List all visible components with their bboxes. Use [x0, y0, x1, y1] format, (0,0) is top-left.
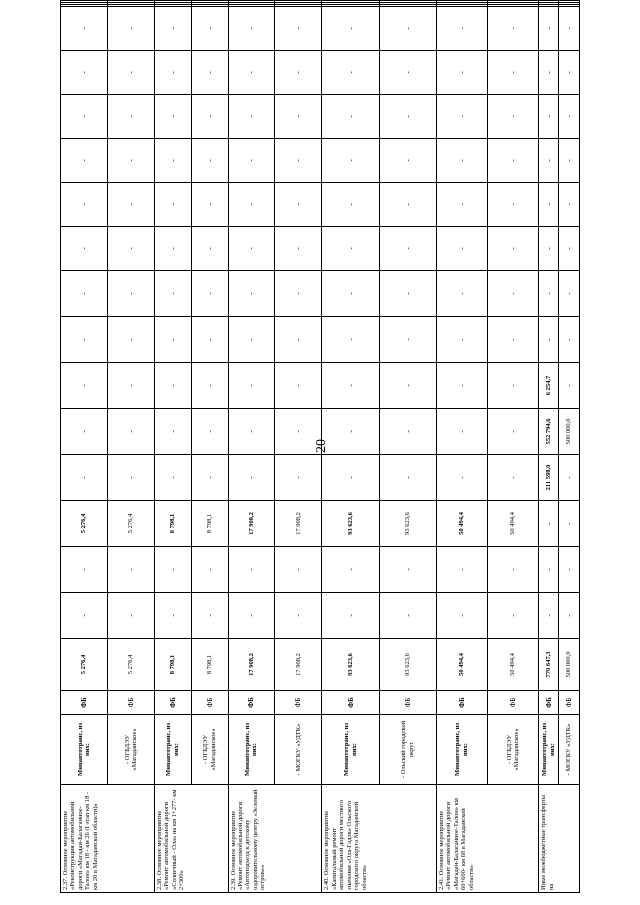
value-cell: -: [379, 95, 436, 139]
value-cell: -: [275, 363, 322, 409]
table-row: [154, 1, 191, 893]
value-cell: [107, 3, 154, 5]
value-cell: -: [487, 593, 538, 639]
value-cell: -: [61, 183, 108, 227]
value-cell: -: [322, 51, 379, 95]
value-cell: -: [322, 409, 379, 455]
value-cell: [228, 5, 275, 7]
value-cell: -: [191, 183, 228, 227]
value-cell: -: [61, 139, 108, 183]
value-cell: [228, 1, 275, 3]
funding-source-cell: ФБ: [559, 691, 580, 715]
value-cell: 93 623,6: [322, 639, 379, 691]
value-cell: -: [436, 271, 487, 317]
table-row: [539, 1, 559, 893]
table-body: [61, 1, 580, 893]
value-cell: -: [322, 593, 379, 639]
table-row: [107, 1, 154, 893]
value-cell: 17 908,2: [275, 639, 322, 691]
value-cell: -: [487, 271, 538, 317]
budget-table: [60, 0, 580, 893]
value-cell: 50 494,4: [487, 501, 538, 547]
value-cell: -: [154, 227, 191, 271]
value-cell: -: [154, 455, 191, 501]
value-cell: [228, 3, 275, 5]
value-cell: 5 276,4: [61, 639, 108, 691]
value-cell: -: [61, 51, 108, 95]
executor-cell: Минавтотранс, из них:: [436, 715, 487, 785]
value-cell: -: [191, 95, 228, 139]
value-cell: -: [379, 7, 436, 51]
value-cell: -: [436, 183, 487, 227]
value-cell: -: [275, 271, 322, 317]
value-cell: [191, 5, 228, 7]
value-cell: 93 623,6: [322, 501, 379, 547]
value-cell: -: [191, 271, 228, 317]
value-cell: -: [228, 455, 275, 501]
value-cell: -: [275, 51, 322, 95]
value-cell: [436, 5, 487, 7]
value-cell: -: [107, 547, 154, 593]
value-cell: -: [322, 139, 379, 183]
value-cell: [436, 1, 487, 3]
value-cell: -: [436, 51, 487, 95]
value-cell: -: [228, 547, 275, 593]
value-cell: [61, 5, 108, 7]
value-cell: -: [436, 139, 487, 183]
value-cell: 93 623,6: [379, 639, 436, 691]
value-cell: -: [154, 139, 191, 183]
value-cell: -: [275, 547, 322, 593]
value-cell: -: [379, 139, 436, 183]
value-cell: -: [61, 271, 108, 317]
value-cell: -: [379, 227, 436, 271]
value-cell: [322, 1, 379, 3]
value-cell: -: [559, 363, 580, 409]
value-cell: -: [559, 51, 580, 95]
value-cell: -: [322, 227, 379, 271]
value-cell: -: [191, 51, 228, 95]
value-cell: -: [539, 227, 559, 271]
value-cell: -: [275, 95, 322, 139]
value-cell: -: [191, 227, 228, 271]
value-cell: [107, 1, 154, 3]
value-cell: -: [228, 271, 275, 317]
value-cell: -: [228, 95, 275, 139]
value-cell: -: [436, 593, 487, 639]
value-cell: -: [539, 183, 559, 227]
activity-name-cell: 2.37. Основное мероприятие «Реконструкция автомобильной дороги «Магадан-Балаганное-Талон» км 18 - км 26 (I этап км 18 - км 20 в Магаданской области)»: [61, 785, 155, 893]
value-cell: -: [107, 271, 154, 317]
value-cell: -: [154, 183, 191, 227]
value-cell: -: [322, 7, 379, 51]
value-cell: -: [107, 363, 154, 409]
table-row: [275, 1, 322, 893]
value-cell: -: [487, 363, 538, 409]
value-cell: [322, 3, 379, 5]
value-cell: -: [154, 51, 191, 95]
value-cell: -: [539, 271, 559, 317]
executor-cell: Минавтотранс, из них:: [322, 715, 379, 785]
value-cell: -: [559, 139, 580, 183]
value-cell: -: [191, 363, 228, 409]
value-cell: -: [322, 547, 379, 593]
value-cell: [154, 1, 191, 3]
funding-source-cell: ФБ: [191, 691, 228, 715]
executor-cell: - ОГБДЭУ «Магаданское»: [107, 715, 154, 785]
table-row: [191, 1, 228, 893]
funding-source-cell: ФБ: [379, 691, 436, 715]
value-cell: -: [107, 139, 154, 183]
value-cell: -: [107, 455, 154, 501]
funding-source-cell: ФБ: [275, 691, 322, 715]
funding-source-cell: ФБ: [228, 691, 275, 715]
value-cell: -: [436, 227, 487, 271]
value-cell: -: [379, 547, 436, 593]
value-cell: -: [436, 7, 487, 51]
value-cell: [154, 5, 191, 7]
rotated-table-container: [60, 5, 580, 893]
value-cell: -: [559, 7, 580, 51]
value-cell: 5 276,4: [107, 639, 154, 691]
value-cell: -: [539, 7, 559, 51]
value-cell: [559, 3, 580, 5]
value-cell: 770 647,3: [539, 639, 559, 691]
activity-name-cell: 2.40. Основное мероприятие «Капитальный ремонт автомобильной дороги местного значения «Ола-Гадля» Ольского городского округа Магаданской области»: [322, 785, 436, 893]
funding-source-cell: ФБ: [539, 691, 559, 715]
value-cell: -: [228, 317, 275, 363]
table-row: [559, 1, 580, 893]
value-cell: [487, 3, 538, 5]
value-cell: [107, 5, 154, 7]
value-cell: 17 908,2: [275, 501, 322, 547]
value-cell: -: [191, 455, 228, 501]
value-cell: [379, 5, 436, 7]
value-cell: -: [107, 593, 154, 639]
value-cell: [61, 3, 108, 5]
value-cell: -: [228, 139, 275, 183]
value-cell: -: [61, 7, 108, 51]
value-cell: -: [539, 51, 559, 95]
value-cell: 8 798,1: [191, 639, 228, 691]
value-cell: -: [275, 183, 322, 227]
value-cell: -: [61, 455, 108, 501]
value-cell: -: [154, 95, 191, 139]
table-row: [61, 1, 108, 893]
value-cell: -: [61, 409, 108, 455]
value-cell: -: [379, 183, 436, 227]
value-cell: 552 794,6: [539, 409, 559, 455]
value-cell: -: [61, 363, 108, 409]
value-cell: -: [559, 95, 580, 139]
value-cell: [154, 3, 191, 5]
value-cell: -: [559, 317, 580, 363]
value-cell: -: [559, 227, 580, 271]
value-cell: -: [275, 227, 322, 271]
value-cell: -: [487, 455, 538, 501]
activity-name-cell: 2.41. Основное мероприятие «Ремонт автомобильной дороги «Магадан-Балаганное-Талон» км 60+600- км 68 в Магаданской области»: [436, 785, 538, 893]
value-cell: -: [191, 547, 228, 593]
value-cell: -: [228, 409, 275, 455]
executor-cell: - Ольский городской округ: [379, 715, 436, 785]
value-cell: 50 494,4: [436, 639, 487, 691]
value-cell: -: [487, 7, 538, 51]
value-cell: -: [61, 547, 108, 593]
value-cell: -: [559, 183, 580, 227]
table-row: [228, 1, 275, 893]
value-cell: -: [539, 95, 559, 139]
funding-source-cell: ФБ: [107, 691, 154, 715]
value-cell: -: [379, 51, 436, 95]
value-cell: -: [436, 409, 487, 455]
value-cell: -: [539, 317, 559, 363]
value-cell: -: [228, 363, 275, 409]
value-cell: -: [61, 95, 108, 139]
funding-source-cell: ФБ: [487, 691, 538, 715]
value-cell: -: [228, 593, 275, 639]
value-cell: -: [487, 227, 538, 271]
value-cell: -: [154, 409, 191, 455]
value-cell: -: [539, 593, 559, 639]
funding-source-cell: ФБ: [61, 691, 108, 715]
value-cell: -: [559, 271, 580, 317]
value-cell: -: [61, 227, 108, 271]
value-cell: -: [559, 501, 580, 547]
value-cell: -: [487, 317, 538, 363]
value-cell: 17 908,2: [228, 501, 275, 547]
value-cell: -: [107, 51, 154, 95]
value-cell: -: [379, 593, 436, 639]
value-cell: -: [379, 317, 436, 363]
value-cell: -: [154, 363, 191, 409]
executor-cell: - ОГБДЭУ «Магаданское»: [191, 715, 228, 785]
value-cell: 8 798,1: [154, 639, 191, 691]
value-cell: -: [322, 317, 379, 363]
value-cell: 50 494,4: [487, 639, 538, 691]
page-number-text: 20: [314, 439, 329, 453]
value-cell: -: [322, 455, 379, 501]
table-row: [379, 1, 436, 893]
value-cell: -: [154, 271, 191, 317]
value-cell: -: [191, 317, 228, 363]
value-cell: -: [487, 95, 538, 139]
value-cell: -: [322, 271, 379, 317]
value-cell: [275, 3, 322, 5]
value-cell: [559, 5, 580, 7]
value-cell: -: [275, 7, 322, 51]
value-cell: -: [154, 593, 191, 639]
value-cell: -: [436, 95, 487, 139]
executor-cell: Минавтотранс, из них:: [154, 715, 191, 785]
value-cell: -: [559, 547, 580, 593]
value-cell: -: [379, 455, 436, 501]
value-cell: -: [107, 317, 154, 363]
value-cell: 500 000,0: [559, 409, 580, 455]
table-row: [322, 1, 379, 893]
value-cell: -: [275, 317, 322, 363]
value-cell: 5 276,4: [107, 501, 154, 547]
value-cell: -: [436, 547, 487, 593]
value-cell: [487, 5, 538, 7]
value-cell: [559, 1, 580, 3]
table-row: [487, 1, 538, 893]
value-cell: -: [191, 7, 228, 51]
value-cell: -: [275, 455, 322, 501]
value-cell: -: [487, 51, 538, 95]
value-cell: -: [539, 547, 559, 593]
value-cell: [436, 3, 487, 5]
value-cell: -: [191, 593, 228, 639]
funding-source-cell: ФБ: [436, 691, 487, 715]
value-cell: [379, 1, 436, 3]
executor-cell: - МОГКУ «УДТК»: [275, 715, 322, 785]
value-cell: -: [487, 409, 538, 455]
value-cell: 211 598,0: [539, 455, 559, 501]
value-cell: 500 000,0: [559, 639, 580, 691]
value-cell: [275, 5, 322, 7]
value-cell: -: [154, 547, 191, 593]
value-cell: -: [559, 593, 580, 639]
activity-name-cell: 2.38. Основное мероприятие «Ремонт автомобильной дороги «Солнечный - Ола» на км 1+277- км 2+300»: [154, 785, 228, 893]
value-cell: -: [107, 95, 154, 139]
value-cell: 8 798,1: [191, 501, 228, 547]
value-cell: -: [322, 183, 379, 227]
value-cell: -: [191, 139, 228, 183]
value-cell: -: [487, 139, 538, 183]
value-cell: 50 494,4: [436, 501, 487, 547]
value-cell: -: [487, 547, 538, 593]
executor-cell: - ОГБДЭУ «Магаданское»: [487, 715, 538, 785]
value-cell: 93 623,6: [379, 501, 436, 547]
value-cell: [539, 1, 559, 3]
executor-cell: Минавтотранс, из них:: [61, 715, 108, 785]
value-cell: -: [559, 455, 580, 501]
value-cell: -: [436, 363, 487, 409]
value-cell: -: [61, 317, 108, 363]
value-cell: -: [154, 317, 191, 363]
value-cell: -: [487, 183, 538, 227]
value-cell: -: [322, 363, 379, 409]
value-cell: -: [379, 363, 436, 409]
value-cell: 5 276,4: [61, 501, 108, 547]
value-cell: 6 254,7: [539, 363, 559, 409]
value-cell: -: [539, 139, 559, 183]
value-cell: -: [191, 409, 228, 455]
activity-name-cell: Иные межбюджетные трансферты на: [539, 785, 580, 893]
value-cell: [539, 3, 559, 5]
value-cell: -: [107, 227, 154, 271]
value-cell: [61, 1, 108, 3]
value-cell: -: [275, 409, 322, 455]
value-cell: [275, 1, 322, 3]
funding-source-cell: ФБ: [322, 691, 379, 715]
executor-cell: - МОГКУ «УДТК»: [559, 715, 580, 785]
value-cell: -: [275, 593, 322, 639]
value-cell: [379, 3, 436, 5]
value-cell: [322, 5, 379, 7]
executor-cell: Минавтотранс, из них:: [539, 715, 559, 785]
value-cell: -: [379, 271, 436, 317]
value-cell: -: [322, 95, 379, 139]
value-cell: -: [228, 51, 275, 95]
value-cell: [539, 5, 559, 7]
value-cell: [487, 1, 538, 3]
value-cell: -: [107, 409, 154, 455]
activity-name-cell: 2.39. Основное мероприятие «Ремонт автомобильной дороги «Автоподъезд к детскому оздоровительному центру «Зеленый остров»»: [228, 785, 322, 893]
value-cell: -: [436, 317, 487, 363]
value-cell: -: [107, 7, 154, 51]
value-cell: -: [436, 455, 487, 501]
value-cell: [191, 3, 228, 5]
executor-cell: Минавтотранс, из них:: [228, 715, 275, 785]
value-cell: 8 798,1: [154, 501, 191, 547]
value-cell: -: [228, 183, 275, 227]
value-cell: -: [228, 227, 275, 271]
value-cell: -: [379, 409, 436, 455]
value-cell: -: [275, 139, 322, 183]
funding-source-cell: ФБ: [154, 691, 191, 715]
value-cell: -: [107, 183, 154, 227]
value-cell: 17 908,2: [228, 639, 275, 691]
value-cell: -: [61, 593, 108, 639]
table-row: [436, 1, 487, 893]
value-cell: [191, 1, 228, 3]
value-cell: -: [228, 7, 275, 51]
value-cell: -: [539, 501, 559, 547]
value-cell: -: [154, 7, 191, 51]
